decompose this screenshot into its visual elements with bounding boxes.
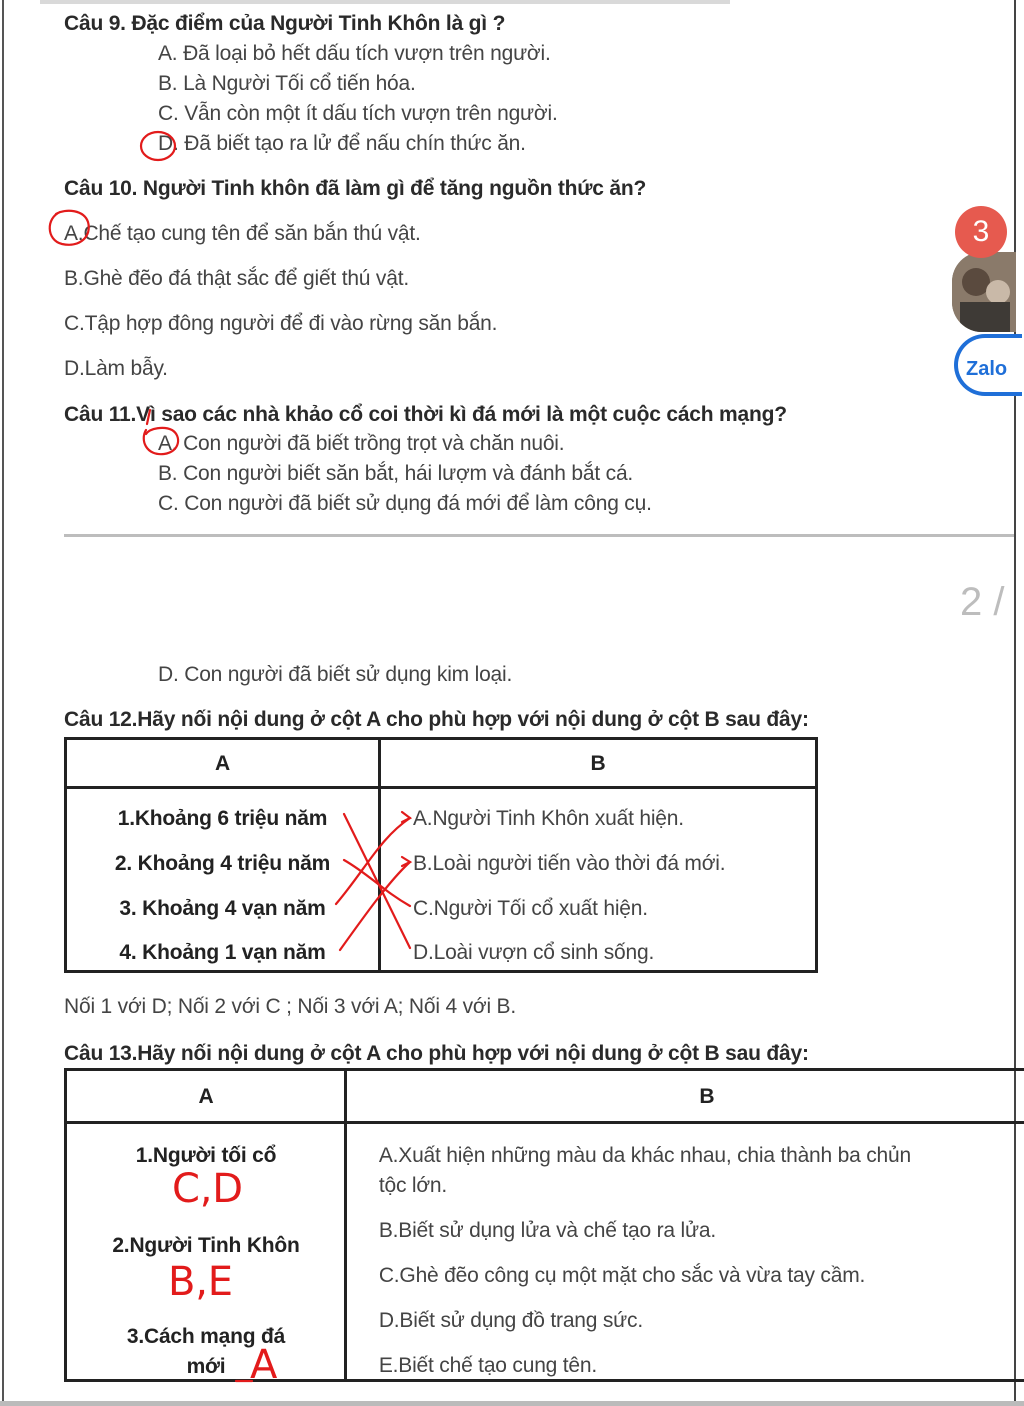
q12-b-item-a: A.Người Tinh Khôn xuất hiện.	[413, 807, 684, 830]
page-top-edge	[40, 0, 730, 4]
zalo-chat-button[interactable]: Zalo	[954, 334, 1022, 396]
q12-b-item-c: C.Người Tối cổ xuất hiện.	[413, 897, 648, 920]
q10-option-c: C.Tập hợp đông người để đi vào rừng săn bắn.	[64, 312, 498, 335]
page-break-divider	[64, 534, 1014, 537]
q13-a-item-3-cont: mới	[186, 1355, 226, 1378]
q13-header-a: A	[198, 1085, 214, 1108]
q12-a-item-1: 1.Khoảng 6 triệu năm	[117, 807, 328, 830]
notification-badge[interactable]: 3	[955, 206, 1007, 258]
q13-matching-table	[64, 1068, 1024, 1382]
q9-question: Câu 9. Đặc điểm của Người Tinh Khôn là gì ?	[64, 12, 506, 35]
q11-option-a: A. Con người đã biết trồng trọt và chăn nuôi.	[158, 432, 565, 455]
q13-b-item-e: E.Biết chế tạo cung tên.	[378, 1354, 598, 1377]
q13-b-item-a-cont: tộc lớn.	[378, 1174, 448, 1197]
q13-a-item-1: 1.Người tối cổ	[135, 1144, 277, 1167]
page-bottom-edge	[0, 1401, 1024, 1406]
q12-b-item-d: D.Loài vượn cổ sinh sống.	[413, 941, 655, 964]
q13-b-item-b: B.Biết sử dụng lửa và chế tạo ra lửa.	[378, 1219, 716, 1242]
q10-option-d: D.Làm bẫy.	[64, 357, 168, 380]
q13-a-item-3: 3.Cách mạng đá	[126, 1325, 286, 1348]
q13-b-item-a: A.Xuất hiện những màu da khác nhau, chia thành ba chủn	[378, 1144, 911, 1167]
q12-question: Câu 12.Hãy nối nội dung ở cột A cho phù hợp với nội dung ở cột B sau đây:	[64, 708, 809, 731]
q12-b-item-b: B.Loài người tiến vào thời đá mới.	[413, 852, 726, 875]
page-left-edge	[2, 0, 4, 1406]
q12-header-b: B	[590, 752, 606, 775]
q11-question: Câu 11.Vì sao các nhà khảo cổ coi thời kì đá mới là một cuộc cách mạng?	[64, 403, 787, 426]
q10-question: Câu 10. Người Tinh khôn đã làm gì để tăng nguồn thức ăn?	[64, 177, 647, 200]
q13-a-item-2: 2.Người Tinh Khôn	[112, 1234, 300, 1257]
q12-a-item-4: 4. Khoảng 1 vạn năm	[119, 941, 326, 964]
q11-option-b: B. Con người biết săn bắt, hái lượm và đánh bắt cá.	[158, 462, 634, 485]
q13-question: Câu 13.Hãy nối nội dung ở cột A cho phù hợp với nội dung ở cột B sau đây:	[64, 1042, 809, 1065]
q13-handwritten-answer-2: B,E	[168, 1259, 233, 1305]
avatar-photo-icon	[952, 252, 1016, 332]
q12-a-item-3: 3. Khoảng 4 vạn năm	[119, 897, 326, 920]
q11-option-c: C. Con người đã biết sử dụng đá mới để làm công cụ.	[158, 492, 652, 515]
q13-handwritten-answer-1: C,D	[172, 1166, 243, 1212]
q11-option-d: D. Con người đã biết sử dụng kim loại.	[158, 663, 513, 686]
q13-handwritten-answer-3: A	[250, 1342, 278, 1388]
q9-option-d: D. Đã biết tạo ra lử để nấu chín thức ăn.	[158, 132, 526, 155]
q9-option-a: A. Đã loại bỏ hết dấu tích vượn trên người.	[158, 42, 551, 65]
page-number: 2 /	[960, 580, 1005, 624]
q10-option-a: A.Chế tạo cung tên để săn bắn thú vật.	[64, 222, 421, 245]
q12-header-a: A	[215, 752, 230, 775]
q12-a-item-2: 2. Khoảng 4 triệu năm	[114, 852, 331, 875]
q10-option-b: B.Ghè đẽo đá thật sắc để giết thú vật.	[64, 267, 409, 290]
q13-header-b: B	[699, 1085, 715, 1108]
chat-avatar[interactable]	[952, 252, 1016, 332]
q12-matching-table	[64, 737, 818, 973]
q9-option-c: C. Vẫn còn một ít dấu tích vượn trên người.	[158, 102, 558, 125]
q13-b-item-d: D.Biết sử dụng đồ trang sức.	[378, 1309, 643, 1332]
q9-option-b: B. Là Người Tối cổ tiến hóa.	[158, 72, 416, 95]
q13-b-item-c: C.Ghè đẽo công cụ một mặt cho sắc và vừa tay cầm.	[378, 1264, 866, 1287]
q12-answer: Nối 1 với D; Nối 2 với C ; Nối 3 với A; Nối 4 với B.	[64, 995, 516, 1018]
